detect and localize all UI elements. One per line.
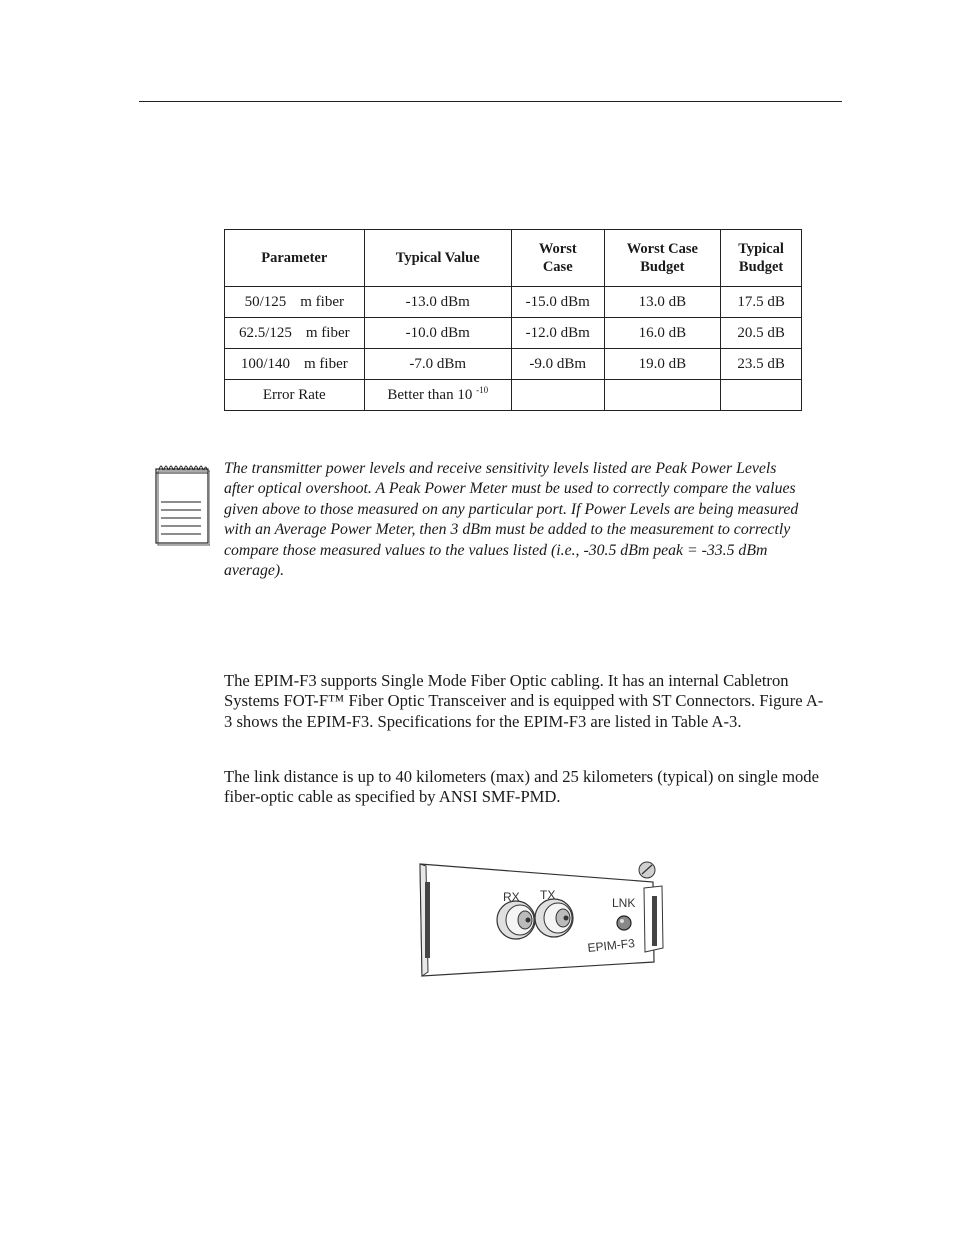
- cell-parameter: 100/140 m fiber: [225, 349, 365, 380]
- note-text: The transmitter power levels and receive sensitivity levels listed are Peak Power Levels after optical overshoot. A Peak Power Meter must be used to correctly compare the values given above to those measured on any particular port. If Power Levels are being measured with an Average Power Meter, then 3 dBm must be added to the measurement to correctly compare those measured values to the values listed (i.e., -30.5 dBm peak = -33.5 dBm average).: [224, 460, 799, 580]
- cell-typical-value: Better than 10 $^{-10}$: [364, 380, 511, 411]
- table-row: [225, 318, 802, 349]
- lnk-label: LNK: [612, 896, 636, 910]
- epim-f3-figure: [418, 852, 670, 980]
- specification-table: [224, 229, 802, 411]
- table-row: [225, 287, 802, 318]
- header-typical-value: Typical Value: [364, 230, 511, 287]
- header-worst-case-budget: Worst Case Budget: [604, 230, 721, 287]
- exponent: -10: [476, 384, 489, 395]
- header-rule: [139, 101, 842, 102]
- cell-worst-case: [511, 380, 604, 411]
- header-worst-case: Worst Case: [511, 230, 604, 287]
- cell-worst-case-budget: 16.0 dB: [604, 318, 721, 349]
- cell-worst-case: -15.0 dBm: [511, 287, 604, 318]
- rx-st-connector-icon: [497, 901, 535, 939]
- cell-typical-value: -13.0 dBm: [364, 287, 511, 318]
- cell-worst-case: -12.0 dBm: [511, 318, 604, 349]
- cell-typical-value: -10.0 dBm: [364, 318, 511, 349]
- body-paragraph-2: The link distance is up to 40 kilometers (max) and 25 kilometers (typical) on single mode fiber-optic cable as specified by ANSI SMF-PMD.: [224, 767, 819, 807]
- cell-worst-case-budget: 19.0 dB: [604, 349, 721, 380]
- lnk-led-icon: [617, 916, 631, 930]
- notepad-icon: [154, 460, 210, 546]
- cell-typical-budget: 23.5 dB: [721, 349, 802, 380]
- header-parameter: Parameter: [225, 230, 365, 287]
- cell-worst-case-budget: 13.0 dB: [604, 287, 721, 318]
- header-typical-budget: Typical Budget: [721, 230, 802, 287]
- cell-typical-budget: [721, 380, 802, 411]
- cell-parameter: 62.5/125 m fiber: [225, 318, 365, 349]
- tx-label: TX: [540, 888, 556, 902]
- model-label: EPIM-F3: [586, 936, 636, 955]
- table-row-error-rate: [225, 380, 802, 411]
- thumbscrew-icon: [639, 862, 655, 878]
- tx-st-connector-icon: [535, 899, 573, 937]
- cell-parameter: Error Rate: [225, 380, 365, 411]
- rx-label: RX: [503, 890, 520, 904]
- cell-worst-case: -9.0 dBm: [511, 349, 604, 380]
- cell-parameter: 50/125 m fiber: [225, 287, 365, 318]
- cell-typical-budget: 17.5 dB: [721, 287, 802, 318]
- cell-worst-case-budget: [604, 380, 721, 411]
- table-row: [225, 349, 802, 380]
- table-header-row: [225, 230, 802, 287]
- body-paragraph-1: The EPIM-F3 supports Single Mode Fiber Optic cabling. It has an internal Cabletron Systems FOT-F™ Fiber Optic Transceiver and is equipped with ST Connectors. Figure A-3 shows the EPIM-F3. Specifications for the EPIM-F3 are listed in Table A-3.: [224, 671, 824, 731]
- cell-typical-budget: 20.5 dB: [721, 318, 802, 349]
- cell-typical-value: -7.0 dBm: [364, 349, 511, 380]
